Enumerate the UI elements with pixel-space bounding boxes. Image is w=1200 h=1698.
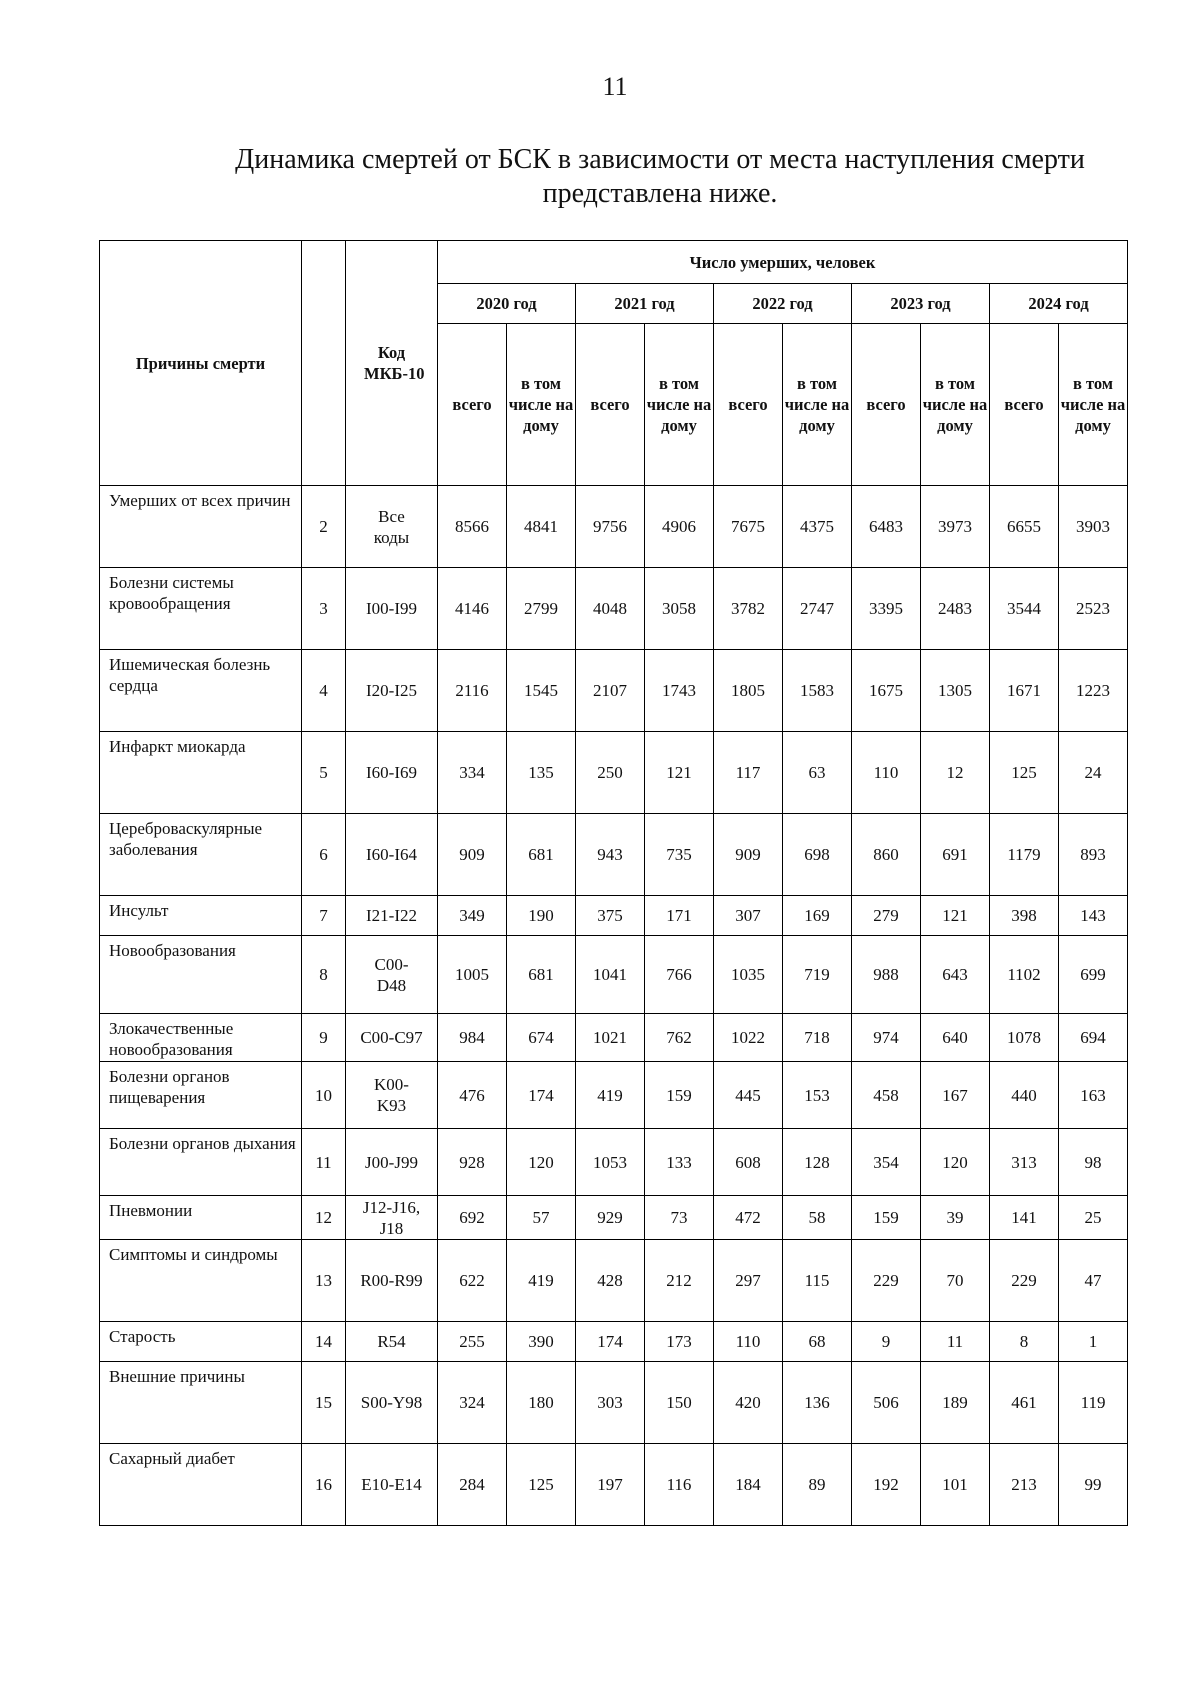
home-value-cell: 119 [1059,1362,1128,1444]
total-value-cell: 334 [438,732,507,814]
icd-code-cell: R54 [346,1322,438,1362]
home-value-cell: 762 [645,1014,714,1062]
total-value-cell: 213 [990,1444,1059,1526]
home-value-cell: 699 [1059,936,1128,1014]
header-row-number [302,241,346,486]
row-number-cell: 12 [302,1196,346,1240]
row-number-cell: 8 [302,936,346,1014]
total-value-cell: 1035 [714,936,783,1014]
icd-code-cell: Все коды [346,486,438,568]
home-value-cell: 681 [507,814,576,896]
cause-cell: Внешние причины [100,1362,302,1444]
home-value-cell: 115 [783,1240,852,1322]
total-value-cell: 9 [852,1322,921,1362]
total-value-cell: 250 [576,732,645,814]
home-value-cell: 718 [783,1014,852,1062]
home-value-cell: 4375 [783,486,852,568]
row-number-cell: 6 [302,814,346,896]
total-value-cell: 8566 [438,486,507,568]
home-value-cell: 1 [1059,1322,1128,1362]
icd-code-cell: K00-K93 [346,1062,438,1129]
header-total: всего [576,324,645,486]
header-total: всего [438,324,507,486]
icd-code-cell: J12-J16, J18 [346,1196,438,1240]
home-value-cell: 180 [507,1362,576,1444]
cause-cell: Болезни органов пищеварения [100,1062,302,1129]
total-value-cell: 307 [714,896,783,936]
cause-cell: Злокачественные новообразования [100,1014,302,1062]
total-value-cell: 2116 [438,650,507,732]
table-row [100,936,1128,1014]
header-year-2021: 2021 год [576,284,714,324]
total-value-cell: 1805 [714,650,783,732]
home-value-cell: 99 [1059,1444,1128,1526]
icd-code-cell: I60-I64 [346,814,438,896]
icd-code-cell: R00-R99 [346,1240,438,1322]
cause-cell: Болезни органов дыхания [100,1129,302,1196]
table-row [100,1129,1128,1196]
header-year-2022: 2022 год [714,284,852,324]
table-row [100,1240,1128,1322]
total-value-cell: 692 [438,1196,507,1240]
total-value-cell: 1671 [990,650,1059,732]
total-value-cell: 141 [990,1196,1059,1240]
table-row [100,1362,1128,1444]
home-value-cell: 173 [645,1322,714,1362]
cause-cell: Цереброваскулярные заболевания [100,814,302,896]
total-value-cell: 7675 [714,486,783,568]
home-value-cell: 419 [507,1240,576,1322]
total-value-cell: 440 [990,1062,1059,1129]
home-value-cell: 212 [645,1240,714,1322]
header-year-2024: 2024 год [990,284,1128,324]
cause-cell: Болезни системы кровообращения [100,568,302,650]
cause-cell: Умерших от всех причин [100,486,302,568]
home-value-cell: 136 [783,1362,852,1444]
header-home: в том числе на дому [507,324,576,486]
total-value-cell: 8 [990,1322,1059,1362]
home-value-cell: 57 [507,1196,576,1240]
total-value-cell: 420 [714,1362,783,1444]
icd-code-cell: C00-D48 [346,936,438,1014]
total-value-cell: 197 [576,1444,645,1526]
home-value-cell: 1545 [507,650,576,732]
table-body [100,486,1128,1526]
home-value-cell: 150 [645,1362,714,1444]
heading-line-1: Динамика смертей от БСК в зависимости от места наступления смерти [235,144,1085,175]
row-number-cell: 13 [302,1240,346,1322]
cause-cell: Инфаркт миокарда [100,732,302,814]
total-value-cell: 1078 [990,1014,1059,1062]
home-value-cell: 143 [1059,896,1128,936]
icd-code-cell: I00-I99 [346,568,438,650]
total-value-cell: 928 [438,1129,507,1196]
table-row [100,732,1128,814]
row-number-cell: 11 [302,1129,346,1196]
total-value-cell: 608 [714,1129,783,1196]
total-value-cell: 461 [990,1362,1059,1444]
home-value-cell: 73 [645,1196,714,1240]
total-value-cell: 349 [438,896,507,936]
row-number-cell: 14 [302,1322,346,1362]
home-value-cell: 116 [645,1444,714,1526]
total-value-cell: 192 [852,1444,921,1526]
home-value-cell: 1583 [783,650,852,732]
total-value-cell: 984 [438,1014,507,1062]
total-value-cell: 909 [438,814,507,896]
home-value-cell: 174 [507,1062,576,1129]
table-row [100,1014,1128,1062]
home-value-cell: 390 [507,1322,576,1362]
total-value-cell: 1041 [576,936,645,1014]
home-value-cell: 719 [783,936,852,1014]
row-number-cell: 4 [302,650,346,732]
total-value-cell: 1005 [438,936,507,1014]
total-value-cell: 303 [576,1362,645,1444]
cause-cell: Новообразования [100,936,302,1014]
total-value-cell: 110 [714,1322,783,1362]
home-value-cell: 39 [921,1196,990,1240]
row-number-cell: 7 [302,896,346,936]
home-value-cell: 691 [921,814,990,896]
home-value-cell: 12 [921,732,990,814]
total-value-cell: 1053 [576,1129,645,1196]
total-value-cell: 313 [990,1129,1059,1196]
total-value-cell: 1102 [990,936,1059,1014]
header-home: в том числе на дому [921,324,990,486]
mortality-table [99,240,1128,1526]
home-value-cell: 25 [1059,1196,1128,1240]
table-row [100,814,1128,896]
home-value-cell: 4906 [645,486,714,568]
total-value-cell: 458 [852,1062,921,1129]
header-home: в том числе на дому [645,324,714,486]
icd-code-cell: I20-I25 [346,650,438,732]
cause-cell: Ишемическая болезнь сердца [100,650,302,732]
total-value-cell: 284 [438,1444,507,1526]
home-value-cell: 159 [645,1062,714,1129]
home-value-cell: 58 [783,1196,852,1240]
home-value-cell: 120 [507,1129,576,1196]
icd-code-cell: E10-E14 [346,1444,438,1526]
home-value-cell: 121 [645,732,714,814]
home-value-cell: 133 [645,1129,714,1196]
icd-code-cell: I21-I22 [346,896,438,936]
total-value-cell: 428 [576,1240,645,1322]
row-number-cell: 5 [302,732,346,814]
total-value-cell: 229 [852,1240,921,1322]
total-value-cell: 3395 [852,568,921,650]
header-code: Код МКБ-10 [346,241,438,486]
home-value-cell: 128 [783,1129,852,1196]
table-row [100,650,1128,732]
home-value-cell: 1743 [645,650,714,732]
row-number-cell: 9 [302,1014,346,1062]
cause-cell: Сахарный диабет [100,1444,302,1526]
home-value-cell: 2523 [1059,568,1128,650]
home-value-cell: 3058 [645,568,714,650]
home-value-cell: 120 [921,1129,990,1196]
home-value-cell: 189 [921,1362,990,1444]
total-value-cell: 860 [852,814,921,896]
icd-code-cell: I60-I69 [346,732,438,814]
total-value-cell: 159 [852,1196,921,1240]
home-value-cell: 190 [507,896,576,936]
row-number-cell: 2 [302,486,346,568]
total-value-cell: 988 [852,936,921,1014]
total-value-cell: 125 [990,732,1059,814]
home-value-cell: 694 [1059,1014,1128,1062]
total-value-cell: 279 [852,896,921,936]
total-value-cell: 3782 [714,568,783,650]
home-value-cell: 674 [507,1014,576,1062]
home-value-cell: 101 [921,1444,990,1526]
table-row [100,486,1128,568]
total-value-cell: 4146 [438,568,507,650]
cause-cell: Симптомы и синдромы [100,1240,302,1322]
total-value-cell: 2107 [576,650,645,732]
header-year-2020: 2020 год [438,284,576,324]
home-value-cell: 153 [783,1062,852,1129]
table-row [100,568,1128,650]
home-value-cell: 3973 [921,486,990,568]
header-cause: Причины смерти [100,241,302,486]
header-total: всего [990,324,1059,486]
cause-cell: Пневмонии [100,1196,302,1240]
header-total: всего [714,324,783,486]
home-value-cell: 1223 [1059,650,1128,732]
home-value-cell: 766 [645,936,714,1014]
header-home: в том числе на дому [1059,324,1128,486]
total-value-cell: 398 [990,896,1059,936]
header-year-2023: 2023 год [852,284,990,324]
icd-code-cell: S00-Y98 [346,1362,438,1444]
home-value-cell: 2799 [507,568,576,650]
home-value-cell: 11 [921,1322,990,1362]
table-row [100,1196,1128,1240]
home-value-cell: 47 [1059,1240,1128,1322]
home-value-cell: 24 [1059,732,1128,814]
table-header [100,241,1128,486]
home-value-cell: 643 [921,936,990,1014]
total-value-cell: 6655 [990,486,1059,568]
page-heading [210,143,1110,211]
icd-code-cell: C00-C97 [346,1014,438,1062]
total-value-cell: 943 [576,814,645,896]
total-value-cell: 506 [852,1362,921,1444]
header-deaths: Число умерших, человек [438,241,1128,284]
home-value-cell: 3903 [1059,486,1128,568]
total-value-cell: 4048 [576,568,645,650]
total-value-cell: 117 [714,732,783,814]
home-value-cell: 893 [1059,814,1128,896]
total-value-cell: 3544 [990,568,1059,650]
home-value-cell: 121 [921,896,990,936]
home-value-cell: 1305 [921,650,990,732]
total-value-cell: 929 [576,1196,645,1240]
home-value-cell: 169 [783,896,852,936]
total-value-cell: 974 [852,1014,921,1062]
header-total: всего [852,324,921,486]
home-value-cell: 98 [1059,1129,1128,1196]
total-value-cell: 1179 [990,814,1059,896]
cause-cell: Старость [100,1322,302,1362]
home-value-cell: 163 [1059,1062,1128,1129]
total-value-cell: 1021 [576,1014,645,1062]
total-value-cell: 9756 [576,486,645,568]
total-value-cell: 1675 [852,650,921,732]
total-value-cell: 445 [714,1062,783,1129]
table-row [100,896,1128,936]
home-value-cell: 171 [645,896,714,936]
home-value-cell: 640 [921,1014,990,1062]
total-value-cell: 622 [438,1240,507,1322]
row-number-cell: 10 [302,1062,346,1129]
table-row [100,1444,1128,1526]
table-row [100,1062,1128,1129]
home-value-cell: 4841 [507,486,576,568]
total-value-cell: 419 [576,1062,645,1129]
total-value-cell: 472 [714,1196,783,1240]
home-value-cell: 68 [783,1322,852,1362]
total-value-cell: 110 [852,732,921,814]
header-home: в том числе на дому [783,324,852,486]
total-value-cell: 184 [714,1444,783,1526]
row-number-cell: 15 [302,1362,346,1444]
row-number-cell: 3 [302,568,346,650]
home-value-cell: 735 [645,814,714,896]
home-value-cell: 125 [507,1444,576,1526]
home-value-cell: 63 [783,732,852,814]
icd-code-cell: J00-J99 [346,1129,438,1196]
row-number-cell: 16 [302,1444,346,1526]
total-value-cell: 174 [576,1322,645,1362]
page-number: 11 [602,72,628,101]
home-value-cell: 2747 [783,568,852,650]
home-value-cell: 2483 [921,568,990,650]
cause-cell: Инсульт [100,896,302,936]
total-value-cell: 1022 [714,1014,783,1062]
table-row [100,1322,1128,1362]
home-value-cell: 135 [507,732,576,814]
total-value-cell: 6483 [852,486,921,568]
total-value-cell: 297 [714,1240,783,1322]
total-value-cell: 909 [714,814,783,896]
home-value-cell: 70 [921,1240,990,1322]
home-value-cell: 698 [783,814,852,896]
total-value-cell: 354 [852,1129,921,1196]
total-value-cell: 255 [438,1322,507,1362]
home-value-cell: 167 [921,1062,990,1129]
home-value-cell: 89 [783,1444,852,1526]
home-value-cell: 681 [507,936,576,1014]
total-value-cell: 324 [438,1362,507,1444]
total-value-cell: 375 [576,896,645,936]
heading-line-2: представлена ниже. [542,178,778,209]
total-value-cell: 476 [438,1062,507,1129]
total-value-cell: 229 [990,1240,1059,1322]
